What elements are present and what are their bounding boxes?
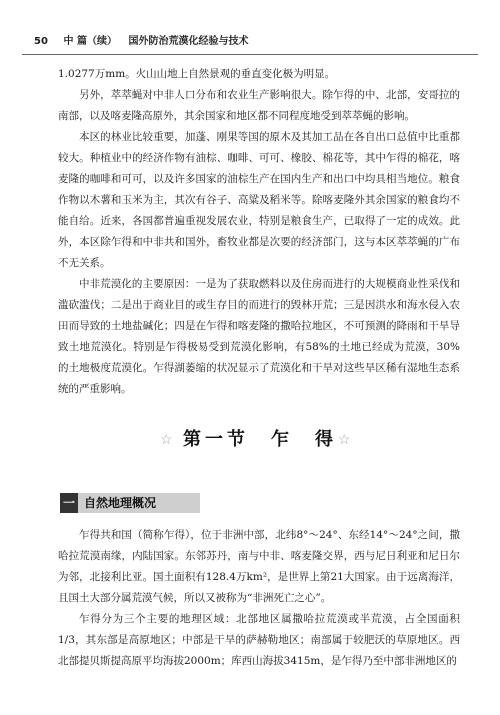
star-right-icon: ☆ <box>338 432 351 448</box>
subsection-heading <box>60 493 200 513</box>
paragraph: 乍得分为三个主要的地理区域：北部地区属撒哈拉荒漠或半荒漠，占全国面积1/3，其东部是高原地区；中部是干旱的萨赫勒地区；南部属于较肥沃的草原地区。西北部提贝斯提高原平均海拔2000m；库西山海拔3415m，是乍得乃至中部非洲地区的 <box>58 613 460 667</box>
paragraph: 另外，萃萃蝇对中非人口分布和农业生产影响很大。除乍得的中、北部，安哥拉的南部，以及喀麦隆高原外，其余国家和地区都不同程度地受到萃萃蝇的影响。 <box>58 89 460 122</box>
header-rule <box>22 54 478 55</box>
book-title: 国外防治荒漠化经验与技术 <box>128 36 249 47</box>
subsection-number: 一 <box>60 493 78 513</box>
section-title: 第一节 乍 得 <box>183 429 337 450</box>
page-number: 50 <box>34 36 48 47</box>
paragraph: 乍得共和国（简称乍得），位于非洲中部，北纬8°～24°、东经14°～24°之间，撒哈拉荒漠南缘，内陆国家。东邻苏丹，南与中非、喀麦隆交界，西与尼日利亚和尼日尔为邻，北接利比亚。国土面积有128.4万km²，是世界上第21大国家。由于远离海洋，且国土大部分属荒漠气候，所以又被称为“非洲死亡之心”。 <box>58 529 460 604</box>
paragraph: 1.0277万mm。火山山地上自然景观的垂直变化极为明显。 <box>58 68 336 80</box>
paragraph: 本区的林业比较重要，加蓬、刚果等国的原木及其加工品在各自出口总值中比重都较大。种植业中的经济作物有油棕、咖啡、可可、橡胶、棉花等，其中乍得的棉花，喀麦隆的咖啡和可可，以及许多国家的油棕生产在国内生产和出口中均具相当地位。粮食作物以木薯和玉米为主，其次有谷子、高粱及稻米等。除喀麦隆外其余国家的粮食均不能自给。近来，各国都普遍重视发展农业，特别是粮食生产，已取得了一定的成效。此外，本区除乍得和中非共和国外，畜牧业都是次要的经济部门，这与本区萃萃蝇的广布不无关系。 <box>58 131 460 269</box>
star-left-icon: ☆ <box>160 432 173 448</box>
paragraph: 中非荒漠化的主要原因：一是为了获取燃料以及住房而进行的大规模商业性采伐和滥砍滥伐；二是出于商业目的或生存目的而进行的毁林开荒；三是因洪水和海水侵入农田而导致的土地盐碱化；四是在乍得和喀麦隆的撒哈拉地区，不可预测的降雨和干旱导致土地荒漠化。特别是乍得极易受到荒漠化影响，有58%的土地已经成为荒漠，30%的土地极度荒漠化。乍得湖萎缩的状况显示了荒漠化和干旱对这些旱区稀有湿地生态系统的严重影响。 <box>58 278 460 395</box>
chapter-label: 中 篇（续） <box>63 36 117 47</box>
running-header <box>34 33 474 51</box>
subsection-label: 自然地理概况 <box>84 496 157 510</box>
bottom-text-block <box>58 525 460 672</box>
top-text-block <box>58 64 460 400</box>
